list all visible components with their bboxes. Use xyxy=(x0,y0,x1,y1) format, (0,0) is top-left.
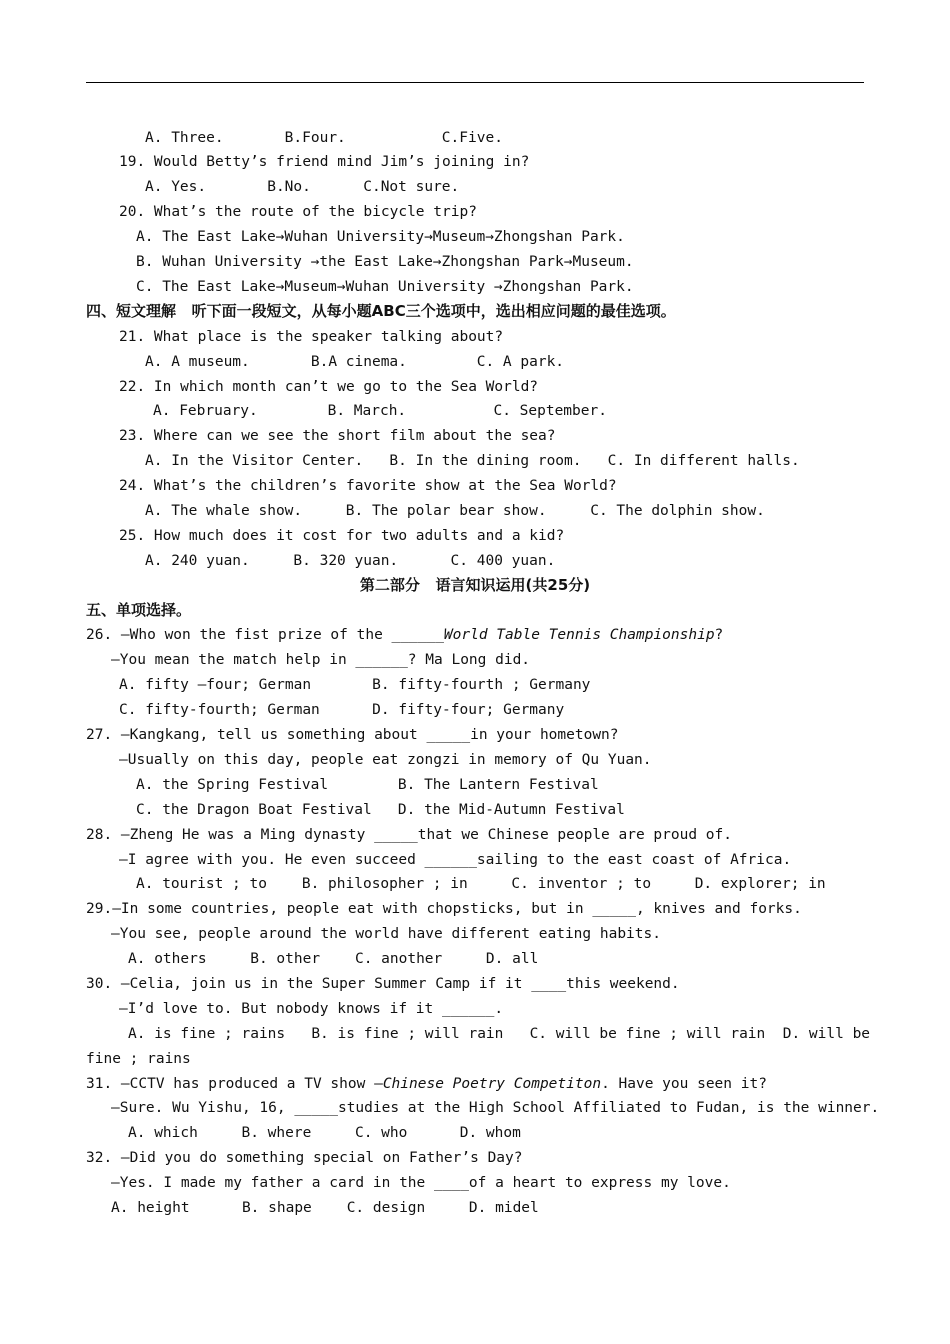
q19-question: 19. Would Betty’s friend mind Jim’s joining in? xyxy=(119,154,530,170)
q26-text: 26. —Who won the fist prize of the ______ xyxy=(86,627,444,643)
q21-question: 21. What place is the speaker talking about? xyxy=(119,329,504,345)
q31-answer: —Sure. Wu Yishu, 16, _____studies at the High School Affiliated to Fudan, is the winner. xyxy=(111,1100,880,1116)
q26-options-cd: C. fifty-fourth; German D. fifty-four; Germany xyxy=(119,702,565,718)
q20-option-a: A. The East Lake→Wuhan University→Museum→Zhongshan Park. xyxy=(136,229,625,245)
q31-question xyxy=(86,1075,767,1093)
q27-options-ab: A. the Spring Festival B. The Lantern Festival xyxy=(136,777,599,793)
q26-question xyxy=(86,626,723,644)
q31-end: . Have you seen it? xyxy=(601,1076,767,1092)
q24-options: A. The whale show. B. The polar bear show. C. The dolphin show. xyxy=(145,503,765,519)
q29-options: A. others B. other C. another D. all xyxy=(128,951,539,967)
q26-italic-title: World Table Tennis Championship xyxy=(443,627,715,643)
q24-question: 24. What’s the children’s favorite show at the Sea World? xyxy=(119,478,617,494)
q28-question: 28. —Zheng He was a Ming dynasty _____that we Chinese people are proud of. xyxy=(86,827,733,843)
q26-answer: —You mean the match help in ______? Ma Long did. xyxy=(111,652,531,668)
q32-answer: —Yes. I made my father a card in the ____of a heart to express my love. xyxy=(111,1175,731,1191)
q18-options: A. Three. B.Four. C.Five. xyxy=(145,130,503,146)
q27-options-cd: C. the Dragon Boat Festival D. the Mid-Autumn Festival xyxy=(136,802,625,818)
part-2-heading: 第二部分 语言知识运用(共25分) xyxy=(359,576,591,594)
q28-options: A. tourist ; to B. philosopher ; in C. inventor ; to D. explorer; in xyxy=(136,876,826,892)
q27-answer: —Usually on this day, people eat zongzi in memory of Qu Yuan. xyxy=(119,752,652,768)
q31-options: A. which B. where C. who D. whom xyxy=(128,1125,521,1141)
q19-options: A. Yes. B.No. C.Not sure. xyxy=(145,179,460,195)
q29-question: 29.—In some countries, people eat with chopsticks, but in _____, knives and forks. xyxy=(86,901,802,917)
q30-options: A. is fine ; rains B. is fine ; will rain C. will be fine ; will rain D. will be xyxy=(128,1026,871,1042)
q31-italic-title: Chinese Poetry Competiton xyxy=(382,1076,602,1092)
q30-question: 30. —Celia, join us in the Super Summer Camp if it ____this weekend. xyxy=(86,976,680,992)
q28-answer: —I agree with you. He even succeed ______sailing to the east coast of Africa. xyxy=(119,852,792,868)
q27-question: 27. —Kangkang, tell us something about _____in your hometown? xyxy=(86,727,619,743)
section-4-heading: 四、短文理解 听下面一段短文，从每小题ABC三个选项中，选出相应问题的最佳选项。 xyxy=(86,302,676,320)
q29-answer: —You see, people around the world have different eating habits. xyxy=(111,926,661,942)
q30-options-continued: fine ; rains xyxy=(86,1051,191,1067)
q23-options: A. In the Visitor Center. B. In the dining room. C. In different halls. xyxy=(145,453,800,469)
q20-option-c: C. The East Lake→Museum→Wuhan University →Zhongshan Park. xyxy=(136,279,634,295)
q22-options: A. February. B. March. C. September. xyxy=(153,403,607,419)
q25-options: A. 240 yuan. B. 320 yuan. C. 400 yuan. xyxy=(145,553,556,569)
q20-option-b: B. Wuhan University →the East Lake→Zhongshan Park→Museum. xyxy=(136,254,634,270)
q31-text: 31. —CCTV has produced a TV show — xyxy=(86,1076,383,1092)
q32-question: 32. —Did you do something special on Father’s Day? xyxy=(86,1150,523,1166)
q23-question: 23. Where can we see the short film about the sea? xyxy=(119,428,556,444)
q26-end: ? xyxy=(714,627,724,643)
q26-options-ab: A. fifty –four; German B. fifty-fourth ; Germany xyxy=(119,677,591,693)
section-5-heading: 五、单项选择。 xyxy=(86,601,192,619)
q25-question: 25. How much does it cost for two adults and a kid? xyxy=(119,528,565,544)
q32-options: A. height B. shape C. design D. midel xyxy=(111,1200,539,1216)
header-rule xyxy=(86,82,864,83)
q20-question: 20. What’s the route of the bicycle trip? xyxy=(119,204,477,220)
q21-options: A. A museum. B.A cinema. C. A park. xyxy=(145,354,565,370)
q30-answer: —I’d love to. But nobody knows if it ______. xyxy=(119,1001,504,1017)
q22-question: 22. In which month can’t we go to the Sea World? xyxy=(119,379,539,395)
